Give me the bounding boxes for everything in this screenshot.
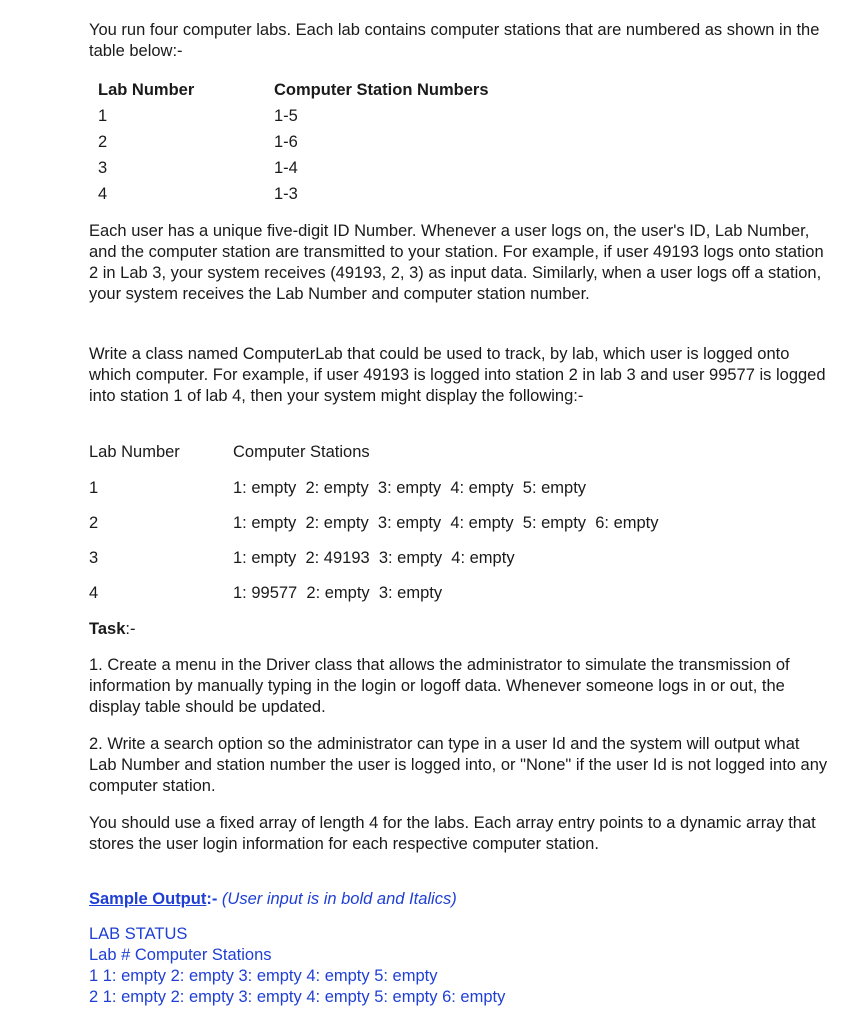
task-item-2: 2. Write a search option so the administrator can type in a user Id and the system will output what Lab Number and station number the user is logged into, or "None" if the user Id is not logged into any computer station.	[89, 735, 828, 795]
sample-output-line: Lab # Computer Stations	[89, 946, 272, 964]
class-description-paragraph: Write a class named ComputerLab that could be used to track, by lab, which user is logged onto which computer. For example, if user 49193 is logged into station 2 in lab 3 and user 99577 is logged into station 1 of lab 4, then your system might display the following:-	[89, 345, 826, 405]
login-description-paragraph: Each user has a unique five-digit ID Number. Whenever a user logs on, the user's ID, Lab Number, and the computer station are transmitted to your station. For example, if user 49193 logs onto station 2 in Lab 3, your system receives (49193, 2, 3) as input data. Similarly, when a user logs off a station, your system receives the Lab Number and computer station number.	[89, 222, 824, 303]
sample-output-heading: Sample Output:- (User input is in bold and Italics)	[89, 890, 457, 908]
document-page: You run four computer labs. Each lab contains computer stations that are numbered as shown in the table below:- Lab Number Computer Station Numbers 1 1-5 2 1-6 3 1-4 4 1-3 Each user has a unique five-digit ID Number. Whenever a user logs on, the user's ID, Lab Number, and the computer station are transmitted to your station. For example, if user 49193 logs onto station 2 in Lab 3, your system receives (49193, 2, 3) as input data. Similarly, when a user logs off a station, your system receives the Lab Number and computer station number. Write a class named ComputerLab that could be used to track, by lab, which user is logged onto which computer. For example, if user 49193 is logged into station 2 in lab 3 and user 99577 is logged into station 1 of lab 4, then your system might display the following:- Lab Number Computer Stations 1 1: empty 2: empty 3: empty 4: empty 5: empty 2 1: empty 2: empty 3: empty 4: empty 5: empty 6: empty 3 1: empty 2: 49193 3: empty 4: empty 4 1: 99577 2: empty 3: empty Task:- 1. Create a menu in the Driver class that allows the administrator to simulate the transmission of information by manually typing in the login or logoff data. Whenever someone logs in or out, the display table should be updated. 2. Write a search option so the administrator can type in a user Id and the system will output what Lab Number and station number the user is logged into, or "None" if the user Id is not logged into any computer station. You should use a fixed array of length 4 for the labs. Each array entry points to a dynamic array that stores the user login information for each respective computer station. Sample Output:- (User input is in bold and Italics) LAB STATUS Lab # Computer Stations 1 1: empty 2: empty 3: empty 4: empty 5: empty 2 1: empty 2: empty 3: empty 4: empty 5: empty 6: empty	[89, 21, 828, 1006]
task-heading: Task:-	[89, 620, 136, 638]
array-requirement-paragraph: You should use a fixed array of length 4 for the labs. Each array entry points to a dynamic array that stores the user login information for each respective computer station.	[89, 814, 816, 853]
sample-output-line: 1 1: empty 2: empty 3: empty 4: empty 5: empty	[89, 967, 438, 985]
column-header-computer-stations: Computer Stations	[233, 443, 370, 461]
sample-output-line: 2 1: empty 2: empty 3: empty 4: empty 5: empty 6: empty	[89, 988, 506, 1006]
intro-paragraph: You run four computer labs. Each lab contains computer stations that are numbered as shown in the table below:-	[89, 21, 820, 60]
column-header-lab-number: Lab Number	[98, 81, 195, 99]
task-item-1: 1. Create a menu in the Driver class that allows the administrator to simulate the transmission of information by manually typing in the login or logoff data. Whenever someone logs in or out, the display table should be updated.	[89, 656, 790, 716]
column-header-lab-number: Lab Number	[89, 443, 180, 461]
column-header-station-numbers: Computer Station Numbers	[274, 81, 489, 99]
sample-output-line: LAB STATUS	[89, 925, 188, 943]
